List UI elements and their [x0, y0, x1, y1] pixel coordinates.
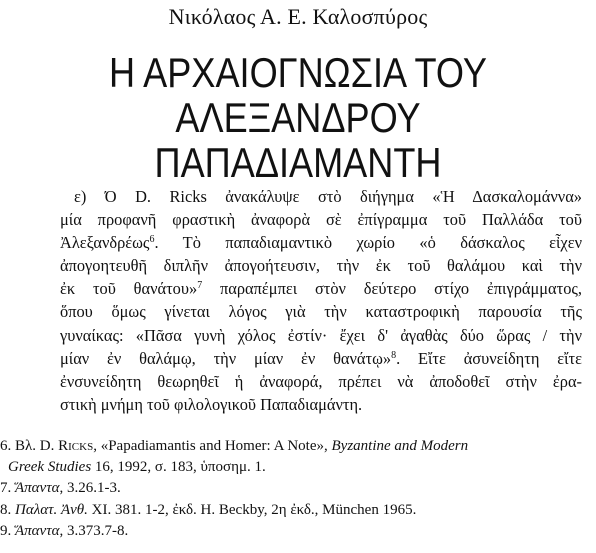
footnote-article-title: , «Papadiamantis and Homer: A Note», [93, 438, 332, 454]
footnote-journal-cont: Greek Studies [8, 459, 92, 476]
body-line-8-end: . Εἴτε ἀσυνείδητη εἴτε [396, 348, 582, 368]
footnote-rest: XI. 381. 1-2, ἐκδ. H. Beckby, 2η ἐκδ., München 1965. [87, 501, 417, 518]
footnote-text [15, 480, 121, 496]
body-line-3 [60, 231, 582, 254]
body-line-10: στικὴ μνήμη τοῦ φιλολογικοῦ Παπαδιαμάντη. [60, 394, 363, 414]
body-line-5-start: ἐκ τοῦ θανάτου» [60, 279, 198, 299]
body-line-6: ὅπου ὅμως γίνεται λόγος γιὰ τὴν καταστροφικὴ παρουσία τῆς [60, 302, 582, 322]
footnote-7 [0, 478, 596, 499]
article-title [42, 50, 555, 185]
footnote-number: 8. [0, 501, 12, 518]
footnote-italic: Ἅπαντα [15, 522, 60, 539]
body-line-2: μία προφανῆ φραστικὴ ἀναφορὰ σὲ ἐπίγραμμα τοῦ Παλλάδα τοῦ [60, 210, 582, 230]
body-line-9: ἐνσυνείδητη θεωρηθεῖ ἡ ἀναφορά, πρέπει νὰ ἀποδοθεῖ στὴν ἐρα- [60, 371, 582, 391]
footnote-8 [0, 500, 596, 521]
title-line-1: Η ΑΡΧΑΙΟΓΝΩΣΙΑ ΤΟΥ [109, 49, 487, 96]
footnotes [0, 436, 596, 542]
footnote-italic: Ἅπαντα [15, 480, 60, 497]
footnote-6 [0, 436, 596, 457]
author-name: Νικόλαος Α. Ε. Καλοσπύρος [168, 4, 428, 29]
footnote-number: 7. [0, 480, 12, 497]
title-line-3: ΠΑΠΑΔΙΑΜΑΝΤΗ [154, 139, 442, 186]
body-line-5-end: παραπέμπει στὸν δεύτερο στίχο ἐπιγράμματος, [202, 279, 583, 299]
body-line-8 [60, 347, 582, 370]
footnote-continuation [0, 457, 266, 478]
footnote-9 [0, 521, 596, 542]
footnote-text [15, 438, 468, 454]
body-line-3-end: . Τὸ παπαδιαμαντικὸ χωρίο «ὁ δάσκαλος εἶχεν [154, 233, 582, 253]
footnote-prefix: Βλ. D. [15, 438, 59, 454]
body-line-7: γυναίκας: «Πᾶσα γυνὴ χόλος ἐστίν· ἔχει δ' ἀγαθὰς δύο ὥρας / τὴν [60, 325, 582, 345]
footnote-text [15, 502, 416, 518]
footnote-author: Ricks [58, 438, 94, 454]
footnote-journal: Byzantine and Modern [331, 438, 469, 454]
body-line-8-start: μίαν ἐν θαλάμῳ, τὴν μίαν ἐν θανάτῳ» [60, 348, 392, 368]
title-line-2: ΑΛΕΞΑΝΔΡΟΥ [175, 94, 421, 141]
body-line-3-start: Ἀλεξανδρέως [60, 233, 150, 253]
footnote-6-continued [0, 457, 596, 478]
footnote-text [15, 523, 128, 539]
footnote-number: 9. [0, 522, 12, 539]
footnote-ref-7: 7 [197, 280, 203, 292]
body-line-4: ἀπογοητευθῆ διπλῆν ἀπογοήτευσιν, τὴν ἐκ τοῦ θαλάμου καὶ τὴν [60, 256, 582, 276]
footnote-ref-6: 6 [149, 234, 155, 246]
body-line-1: ε) Ό D. Ricks ἀνακάλυψε στὸ διήγημα «Ἡ Δασκαλομάννα» [74, 187, 582, 206]
footnote-rest: , 3.26.1-3. [59, 480, 121, 497]
footnote-rest: , 3.373.7-8. [59, 522, 129, 539]
footnote-italic: Παλατ. Ἀνθ. [15, 501, 88, 518]
footnote-ref-8: 8 [391, 349, 397, 361]
body-line-5 [60, 277, 582, 300]
footnote-number: 6. [0, 438, 12, 454]
footnote-details: 16, 1992, σ. 183, ὑποσημ. 1. [91, 459, 266, 476]
body-paragraph [60, 185, 582, 416]
